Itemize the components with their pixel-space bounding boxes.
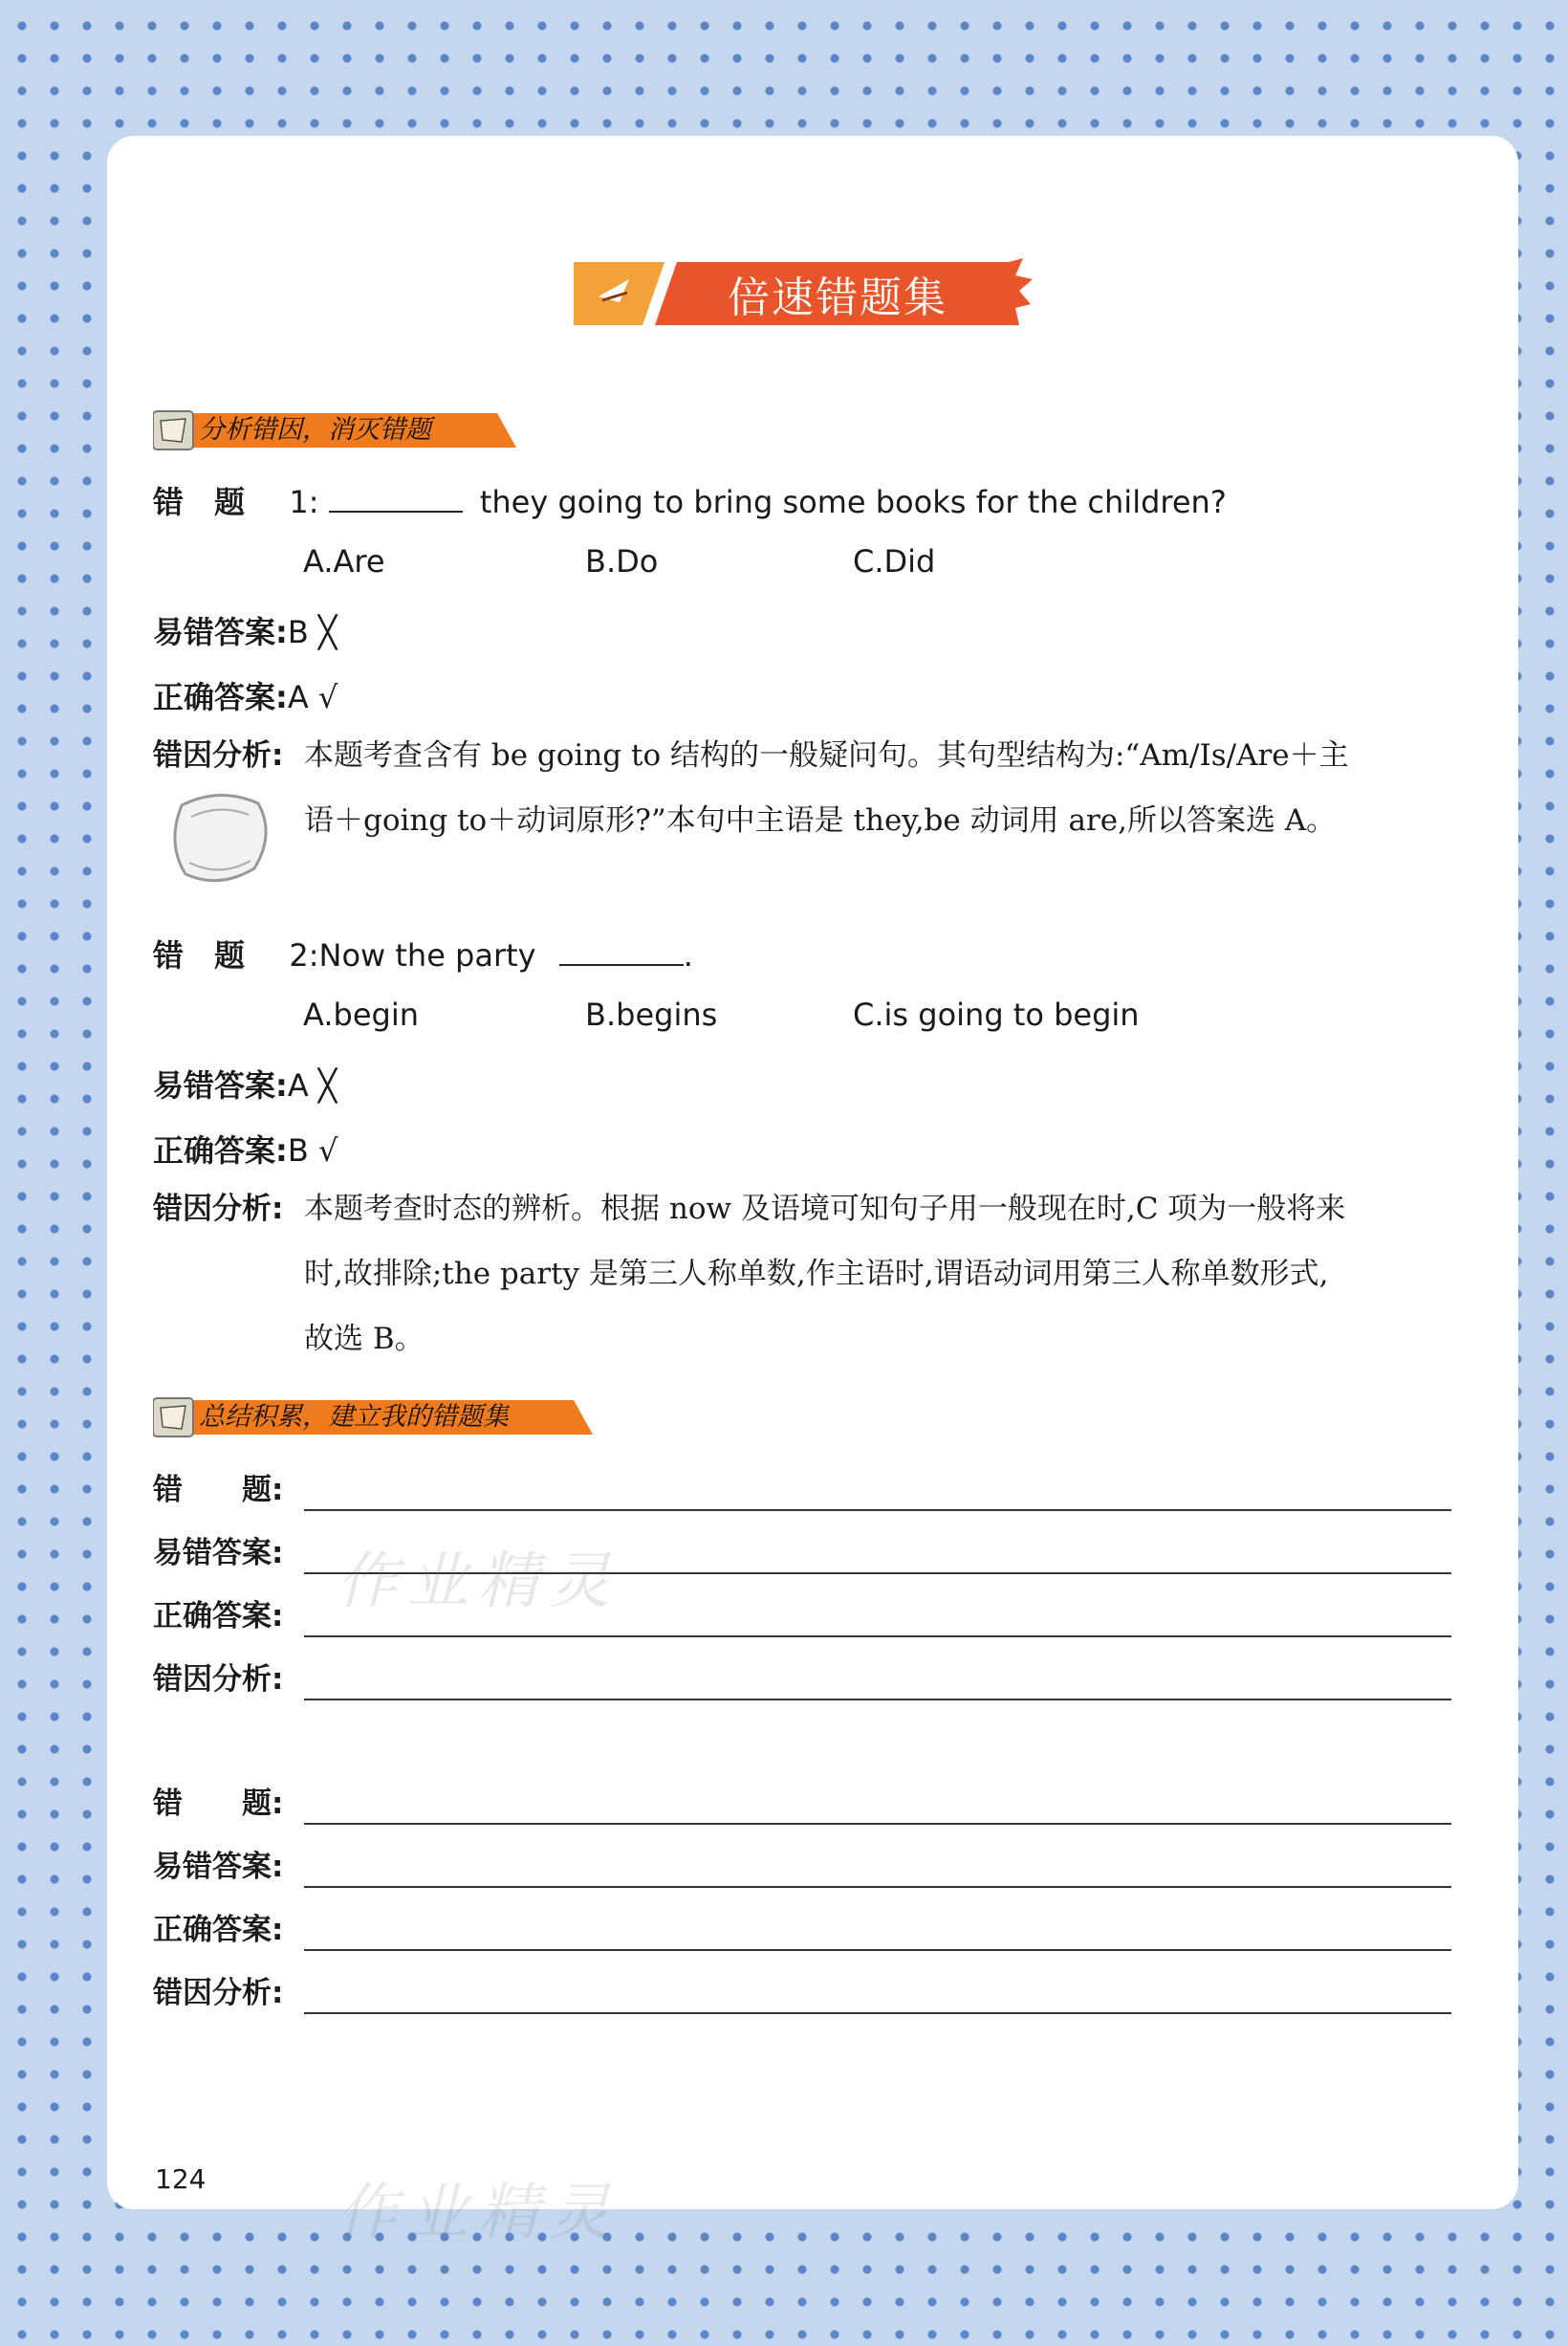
fill-row-right-answer[interactable] — [153, 1591, 283, 1641]
question-1-stem — [153, 478, 1227, 522]
fill-row-analysis[interactable] — [153, 1655, 283, 1704]
wrong-answer-label: 易错答案: — [153, 614, 288, 650]
page-sheet — [107, 136, 1518, 2248]
right-answer-label: 正确答案: — [153, 679, 288, 715]
analysis-block — [153, 723, 1501, 857]
option-a: A.Are — [303, 543, 385, 580]
fill-label: 错 题: — [153, 1473, 284, 1507]
watermark: 作业精灵 — [337, 2178, 620, 2248]
watermark: 作业精灵 — [337, 1546, 620, 1617]
analysis-text — [304, 1176, 1568, 1371]
fill-label: 错 题: — [153, 1787, 284, 1821]
fill-line[interactable] — [304, 1509, 1451, 1511]
fill-row-question[interactable] — [153, 1779, 283, 1829]
fill-line[interactable] — [304, 1699, 1451, 1700]
fill-row-wrong-answer[interactable] — [153, 1842, 283, 1892]
answer-blank — [329, 484, 463, 513]
fill-label: 错因分析: — [153, 1662, 284, 1697]
fill-line[interactable] — [304, 1823, 1451, 1825]
fill-label: 易错答案: — [153, 1536, 284, 1570]
fill-line[interactable] — [304, 2012, 1451, 2014]
question-2-stem — [153, 932, 693, 976]
section-header-analysis — [153, 409, 516, 451]
fill-row-question[interactable] — [153, 1465, 283, 1515]
option-a: A.begin — [303, 997, 419, 1033]
question-label: 错 题 — [153, 937, 246, 974]
analysis-label: 错因分析: — [153, 1192, 284, 1226]
section-title: 分析错因，消灭错题 — [199, 415, 431, 445]
question-text: they going to bring some books for the children? — [479, 484, 1227, 520]
wrong-answer-value: B ╳ — [287, 614, 338, 650]
right-answer-label: 正确答案: — [153, 1132, 288, 1169]
question-label: 错 题 — [153, 484, 246, 520]
option-c: C.Did — [853, 543, 936, 580]
analysis-line: 本题考查含有 be going to 结构的一般疑问句。其句型结构为:“Am/Is/Are＋主 — [304, 738, 1349, 773]
section-title: 总结积累，建立我的错题集 — [199, 1402, 509, 1432]
fill-line[interactable] — [304, 1949, 1451, 1951]
page-number: 124 — [155, 2163, 207, 2195]
fill-line[interactable] — [304, 1635, 1451, 1637]
answer-blank — [559, 937, 684, 966]
fill-row-analysis[interactable] — [153, 1968, 283, 2018]
wrong-answer-value: A ╳ — [287, 1067, 338, 1104]
fill-label: 正确答案: — [153, 1913, 284, 1947]
fill-row-wrong-answer[interactable] — [153, 1528, 283, 1578]
analysis-line: 本题考查时态的辨析。根据 now 及语境可知句子用一般现在时,C 项为一般将来 — [304, 1192, 1346, 1226]
fill-label: 错因分析: — [153, 1976, 284, 2010]
question-number: 2: — [289, 937, 319, 974]
fill-line[interactable] — [304, 1886, 1451, 1888]
analysis-line: 语＋going to＋动词原形?”本句中主语是 they,be 动词用 are,所以答案选 A。 — [304, 803, 1337, 838]
right-answer-row — [153, 1127, 338, 1171]
stamp-graphic — [163, 786, 277, 891]
banner-title: 倍速错题集 — [728, 274, 947, 322]
fill-row-right-answer[interactable] — [153, 1905, 283, 1955]
question-text: Now the party — [318, 937, 536, 974]
section-header-collection — [153, 1396, 593, 1438]
analysis-block — [153, 1176, 1501, 1377]
option-b: B.Do — [585, 543, 659, 580]
wrong-answer-label: 易错答案: — [153, 1067, 288, 1104]
analysis-label: 错因分析: — [153, 738, 284, 773]
question-number: 1: — [289, 484, 319, 520]
option-c: C.is going to begin — [853, 997, 1140, 1033]
title-banner — [574, 258, 1033, 329]
wrong-answer-row — [153, 1062, 337, 1106]
right-answer-value: B √ — [287, 1132, 338, 1169]
analysis-line: 故选 B。 — [304, 1322, 425, 1356]
right-answer-value: A √ — [287, 679, 338, 715]
analysis-line: 时,故排除;the party 是第三人称单数,作主语时,谓语动词用第三人称单数形式, — [304, 1257, 1329, 1291]
fill-label: 易错答案: — [153, 1850, 284, 1884]
wrong-answer-row — [153, 608, 337, 652]
fill-label: 正确答案: — [153, 1599, 284, 1633]
stamp-logo — [163, 786, 277, 891]
right-answer-row — [153, 673, 338, 717]
question-end: . — [683, 937, 693, 974]
option-b: B.begins — [585, 997, 718, 1033]
analysis-text — [304, 723, 1568, 853]
